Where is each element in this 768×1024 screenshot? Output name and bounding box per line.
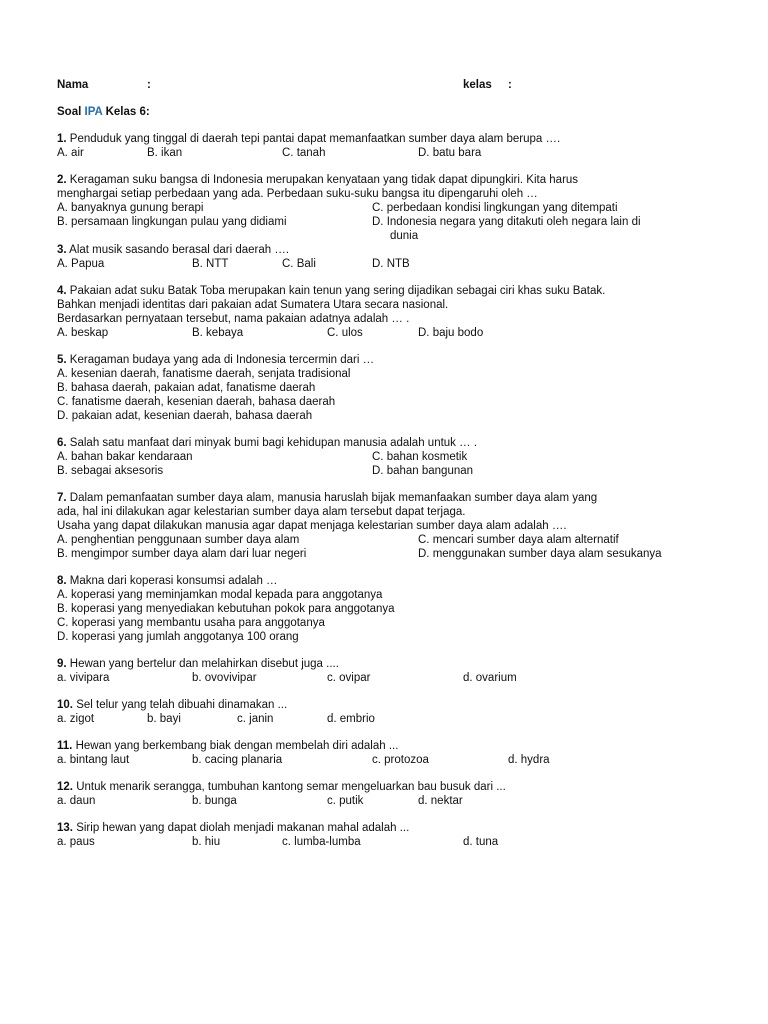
options-9	[57, 671, 737, 685]
option-b: b. bayi	[147, 713, 181, 725]
nama-colon: :	[147, 79, 151, 91]
option-b: B. sebagai aksesoris	[57, 465, 164, 477]
options-7-row2	[57, 547, 737, 561]
option-b: b. bunga	[192, 795, 237, 807]
option-d: D. koperasi yang jumlah anggotanya 100 orang	[57, 631, 299, 643]
option-d: D. batu bara	[418, 147, 482, 159]
question-13: 13. Sirip hewan yang dapat diolah menjadi makanan mahal adalah ...	[57, 822, 410, 834]
option-a: a. daun	[57, 795, 96, 807]
option-c: C. bahan kosmetik	[372, 451, 468, 463]
option-d: D. pakaian adat, kesenian daerah, bahasa daerah	[57, 410, 313, 422]
options-2-row2	[57, 215, 737, 229]
question-7-line3: Usaha yang dapat dilakukan manusia agar dapat menjaga kelestarian sumber daya alam adalah ….	[57, 520, 567, 532]
option-a: A. penghentian penggunaan sumber daya alam	[57, 534, 300, 546]
worksheet	[57, 78, 737, 849]
kelas-colon: :	[508, 79, 512, 91]
options-13	[57, 835, 737, 849]
option-d: D. NTB	[372, 258, 410, 270]
option-b: B. bahasa daerah, pakaian adat, fanatisme daerah	[57, 382, 316, 394]
question-7: 7. Dalam pemanfaatan sumber daya alam, manusia haruslah bijak memanfaakan sumber daya alam yang	[57, 492, 598, 504]
option-d: d. nektar	[418, 795, 463, 807]
header-row	[57, 78, 737, 92]
option-b: B. koperasi yang menyediakan kebutuhan pokok para anggotanya	[57, 603, 395, 615]
option-c: C. perbedaan kondisi lingkungan yang ditempati	[372, 202, 618, 214]
question-4-line3: Berdasarkan pernyataan tersebut, nama pakaian adatnya adalah … .	[57, 313, 410, 325]
option-d: D. Indonesia negara yang ditakuti oleh negara lain di	[372, 216, 641, 228]
option-c: c. janin	[237, 713, 274, 725]
option-a: A. banyaknya gunung berapi	[57, 202, 204, 214]
option-b: b. ovovivipar	[192, 672, 257, 684]
options-4	[57, 326, 737, 340]
option-a: a. bintang laut	[57, 754, 130, 766]
option-c: C. tanah	[282, 147, 326, 159]
option-b: b. cacing planaria	[192, 754, 283, 766]
option-d: D. bahan bangunan	[372, 465, 474, 477]
option-a: A. beskap	[57, 327, 109, 339]
question-1: 1. Penduduk yang tinggal di daerah tepi pantai dapat memanfaatkan sumber daya alam berupa ….	[57, 133, 561, 145]
option-c: C. fanatisme daerah, kesenian daerah, bahasa daerah	[57, 396, 336, 408]
nama-label: Nama	[57, 79, 89, 91]
option-a: a. paus	[57, 836, 95, 848]
question-7-line2: ada, hal ini dilakukan agar kelestarian sumber daya alam tersebut dapat terjaga.	[57, 506, 466, 518]
option-d: D. baju bodo	[418, 327, 484, 339]
subject-label: IPA	[84, 106, 103, 118]
kelas-label: kelas	[463, 79, 492, 91]
option-c: C. koperasi yang membantu usaha para anggotanya	[57, 617, 325, 629]
option-c: C. mencari sumber daya alam alternatif	[418, 534, 619, 546]
question-2-line2: menghargai setiap perbedaan yang ada. Perbedaan suku-suku bangsa itu dipengaruhi oleh …	[57, 188, 538, 200]
option-c: c. protozoa	[372, 754, 429, 766]
options-7-row1	[57, 533, 737, 547]
options-6-row1	[57, 450, 737, 464]
option-d: D. menggunakan sumber daya alam sesukanya	[418, 548, 662, 560]
options-3	[57, 257, 737, 271]
options-11	[57, 753, 737, 767]
option-a: A. bahan bakar kendaraan	[57, 451, 193, 463]
question-11: 11. Hewan yang berkembang biak dengan membelah diri adalah ...	[57, 740, 399, 752]
option-b: B. kebaya	[192, 327, 244, 339]
option-c: c. putik	[327, 795, 364, 807]
option-d-cont: dunia	[390, 230, 419, 242]
option-b: B. ikan	[147, 147, 183, 159]
options-12	[57, 794, 737, 808]
options-10	[57, 712, 737, 726]
worksheet-title: Soal IPA Kelas 6:	[57, 106, 150, 118]
option-c: c. ovipar	[327, 672, 371, 684]
question-3: 3. Alat musik sasando berasal dari daerah ….	[57, 244, 290, 256]
option-b: B. mengimpor sumber daya alam dari luar negeri	[57, 548, 307, 560]
option-b: B. NTT	[192, 258, 229, 270]
option-d: d. tuna	[463, 836, 499, 848]
option-a: a. vivipara	[57, 672, 110, 684]
question-10: 10. Sel telur yang telah dibuahi dinamakan ...	[57, 699, 288, 711]
option-a: A. koperasi yang meminjamkan modal kepada para anggotanya	[57, 589, 383, 601]
options-2-row1	[57, 201, 737, 215]
question-12: 12. Untuk menarik serangga, tumbuhan kantong semar mengeluarkan bau busuk dari ...	[57, 781, 506, 793]
question-8: 8. Makna dari koperasi konsumsi adalah …	[57, 575, 278, 587]
options-1	[57, 146, 737, 160]
option-a: A. kesenian daerah, fanatisme daerah, senjata tradisional	[57, 368, 351, 380]
option-a: A. Papua	[57, 258, 105, 270]
option-c: c. lumba-lumba	[282, 836, 361, 848]
option-c: C. ulos	[327, 327, 363, 339]
option-d: d. hydra	[508, 754, 550, 766]
option-d: d. embrio	[327, 713, 375, 725]
question-6: 6. Salah satu manfaat dari minyak bumi bagi kehidupan manusia adalah untuk … .	[57, 437, 478, 449]
question-5: 5. Keragaman budaya yang ada di Indonesia tercermin dari …	[57, 354, 375, 366]
option-c: C. Bali	[282, 258, 316, 270]
option-a: A. air	[57, 147, 84, 159]
question-4-line2: Bahkan menjadi identitas dari pakaian adat Sumatera Utara secara nasional.	[57, 299, 449, 311]
question-9: 9. Hewan yang bertelur dan melahirkan disebut juga ....	[57, 658, 339, 670]
options-2-row3	[57, 229, 737, 243]
option-b: b. hiu	[192, 836, 221, 848]
question-4: 4. Pakaian adat suku Batak Toba merupakan kain tenun yang sering dijadikan sebagai ciri khas suku Batak.	[57, 285, 606, 297]
option-d: d. ovarium	[463, 672, 517, 684]
option-a: a. zigot	[57, 713, 95, 725]
question-2: 2. Keragaman suku bangsa di Indonesia merupakan kenyataan yang tidak dapat dipungkiri. Kita harus	[57, 174, 579, 186]
options-6-row2	[57, 464, 737, 478]
option-b: B. persamaan lingkungan pulau yang didiami	[57, 216, 287, 228]
